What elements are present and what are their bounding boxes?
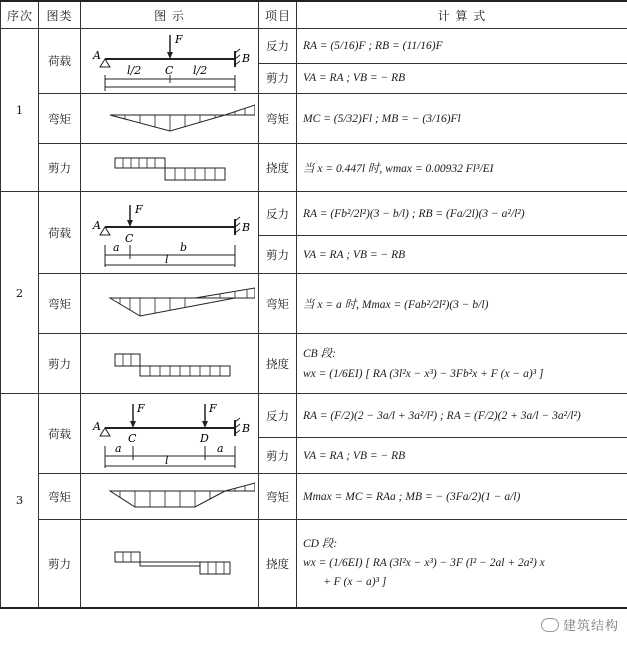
header-item: 项目 [259, 1, 297, 29]
case2-moment: 当 x = a 时, Mmax = (Fab²/2l²)(3 − b/l) [297, 274, 627, 334]
case2-type-shear: 剪力 [39, 334, 81, 394]
case2-item-shear: 剪力 [259, 236, 297, 274]
case3-label-F1: F [136, 401, 145, 415]
case2-label-l: l [164, 252, 169, 266]
case1-reaction: RA = (5/16)F ; RB = (11/16)F [297, 29, 627, 64]
case2-beam-diagram [85, 195, 255, 271]
case2-label-A: A [92, 218, 101, 232]
case1-type-shear: 剪力 [39, 144, 81, 192]
case2-type-load: 荷载 [39, 192, 81, 274]
case1-label-half1: l/2 [126, 64, 141, 77]
case3-label-B: B [241, 421, 250, 435]
case1-deflection: 当 x = 0.447l 时, wmax = 0.00932 Fl³/EI [297, 144, 627, 192]
case3-row-reaction [1, 394, 627, 438]
case3-item-reaction: 反力 [259, 394, 297, 438]
case1-type-load: 荷载 [39, 29, 81, 94]
case2-row-reaction [1, 192, 627, 236]
case2-label-b: b [179, 240, 187, 254]
case1-label-B: B [241, 52, 250, 65]
case3-label-a1: a [114, 441, 122, 455]
case1-shear-figure [81, 144, 259, 192]
case3-moment: Mmax = MC = RAa ; MB = − (3Fa/2)(1 − a/l) [297, 474, 627, 520]
case1-shear-diagram [85, 150, 255, 186]
case3-deflection-segment: CD 段: [303, 538, 338, 550]
case2-type-moment: 弯矩 [39, 274, 81, 334]
case1-row-shear [1, 144, 627, 192]
case3-type-moment: 弯矩 [39, 474, 81, 520]
case1-item-shear: 剪力 [259, 63, 297, 93]
chat-bubble-icon [541, 618, 559, 632]
case3-load-figure [81, 394, 259, 474]
case3-type-load: 荷载 [39, 394, 81, 474]
case3-shear-figure [81, 520, 259, 608]
case3-deflection [297, 520, 627, 608]
case2-label-a: a [112, 240, 120, 254]
case3-deflection-equation: wx = (1/6EI) [ RA (3l²x − x³) − 3F (l² − 2al + 2a²) x [303, 557, 545, 569]
case3-row-moment [1, 474, 627, 520]
case2-item-moment: 弯矩 [259, 274, 297, 334]
case1-moment: MC = (5/32)Fl ; MB = − (3/16)Fl [297, 94, 627, 144]
case2-row-shear [1, 334, 627, 394]
case3-moment-figure [81, 474, 259, 520]
header-no: 序次 [1, 1, 39, 29]
case3-row-shear [1, 520, 627, 608]
case3-beam-diagram [85, 396, 255, 472]
case2-shear-figure [81, 334, 259, 394]
case3-reaction: RA = (F/2)(2 − 3a/l + 3a²/l²) ; RA = (F/2)(2 + 3a/l − 3a²/l²) [297, 394, 627, 438]
case1-row-reaction [1, 29, 627, 64]
case2-item-reaction: 反力 [259, 192, 297, 236]
case2-label-B: B [241, 220, 250, 234]
case2-deflection-equation: wx = (1/6EI) [ RA (3l²x − x³) − 3Fb²x + F (x − a)³ ] [303, 367, 544, 380]
case2-moment-diagram [85, 282, 255, 326]
case2-load-figure [81, 192, 259, 274]
case2-no: 2 [1, 192, 39, 394]
case3-label-A: A [92, 419, 101, 433]
case3-item-shear: 剪力 [259, 438, 297, 474]
case2-item-deflection: 挠度 [259, 334, 297, 394]
case3-item-deflection: 挠度 [259, 520, 297, 608]
case2-moment-figure [81, 274, 259, 334]
case1-label-F: F [174, 33, 183, 46]
watermark [541, 615, 619, 634]
case2-row-moment [1, 274, 627, 334]
case2-shear-diagram [85, 344, 255, 384]
case3-shear: VA = RA ; VB = − RB [297, 438, 627, 474]
case2-shear: VA = RA ; VB = − RB [297, 236, 627, 274]
case2-label-C: C [124, 231, 133, 245]
case3-deflection-equation-cont: + F (x − a)³ ] [323, 576, 387, 588]
header-type: 图类 [39, 1, 81, 29]
case3-label-l: l [164, 453, 169, 467]
case3-no: 3 [1, 394, 39, 608]
case2-deflection [297, 334, 627, 394]
case3-type-shear: 剪力 [39, 520, 81, 608]
case1-moment-figure [81, 94, 259, 144]
watermark-text: 建筑结构 [562, 619, 619, 634]
case3-label-D: D [199, 431, 209, 445]
case3-moment-diagram [85, 477, 255, 517]
case1-item-reaction: 反力 [259, 29, 297, 64]
case1-row-moment [1, 94, 627, 144]
case3-label-F2: F [208, 401, 217, 415]
case1-no: 1 [1, 29, 39, 192]
case1-moment-diagram [85, 97, 255, 141]
case1-label-A: A [92, 49, 101, 62]
case2-label-F: F [134, 202, 143, 216]
case3-shear-diagram [85, 544, 255, 584]
case3-label-C: C [127, 431, 136, 445]
header-row [1, 1, 627, 29]
header-formula: 计 算 式 [297, 1, 627, 29]
header-figure: 图 示 [81, 1, 259, 29]
case1-load-figure [81, 29, 259, 94]
case2-reaction: RA = (Fb²/2l²)(3 − b/l) ; RB = (Fa/2l)(3 − a²/l²) [297, 192, 627, 236]
case1-label-C: C [164, 64, 173, 77]
case1-beam-diagram [85, 29, 255, 93]
case3-item-moment: 弯矩 [259, 474, 297, 520]
case1-item-moment: 弯矩 [259, 94, 297, 144]
case1-shear: VA = RA ; VB = − RB [297, 63, 627, 93]
case3-label-a2: a [216, 441, 224, 455]
case1-item-deflection: 挠度 [259, 144, 297, 192]
case1-label-half2: l/2 [192, 64, 207, 77]
case1-type-moment: 弯矩 [39, 94, 81, 144]
case2-deflection-segment: CB 段: [303, 347, 336, 360]
